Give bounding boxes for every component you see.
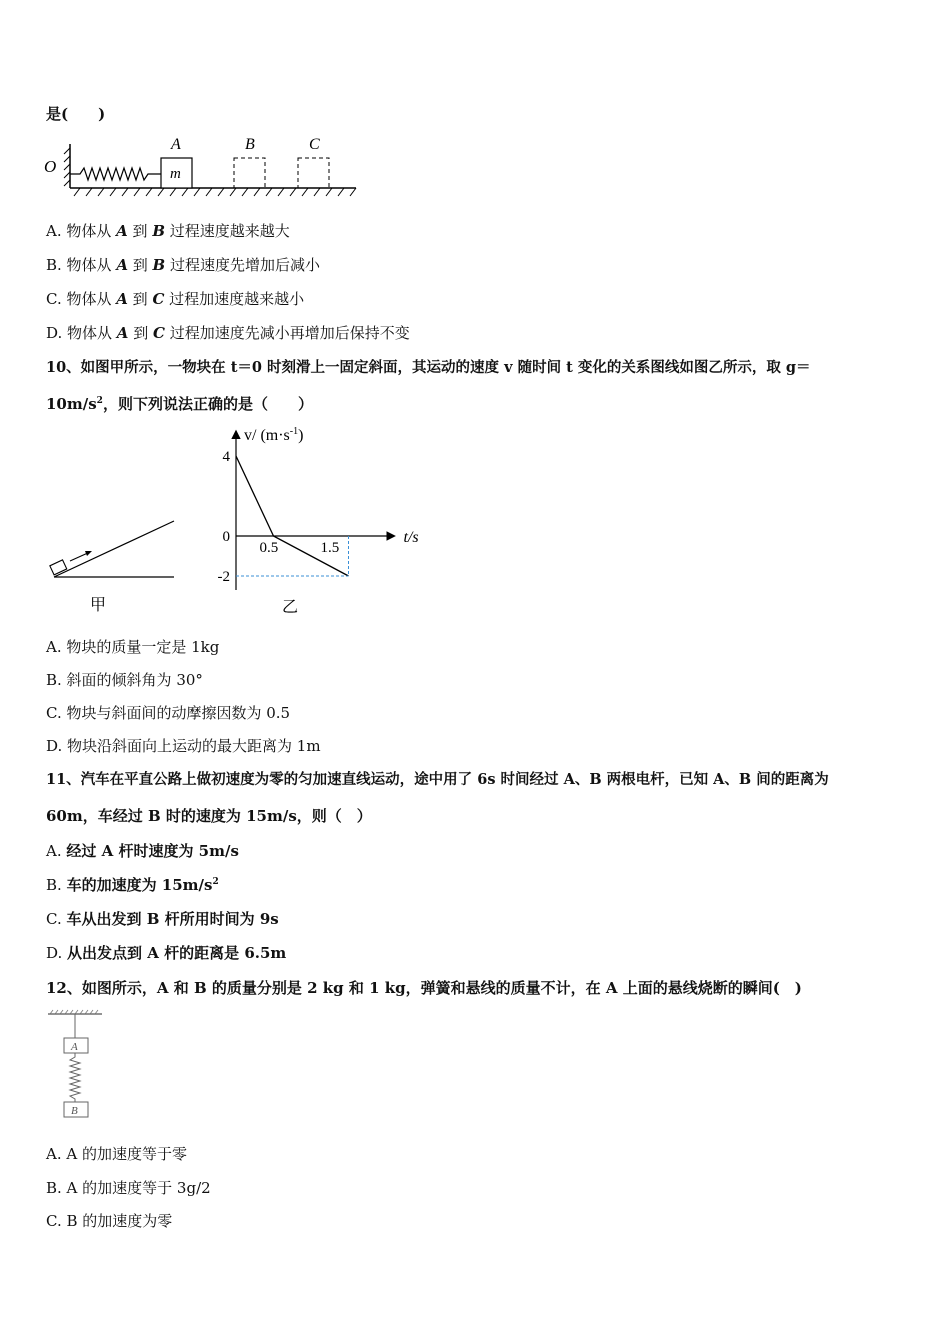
q9-option-b-mid: 到 xyxy=(127,256,153,274)
q9-stem-tail: 是( ) xyxy=(46,105,106,123)
vt-x-tick-0.5: 0.5 xyxy=(259,540,279,556)
q11-option-a-prefix: A. xyxy=(46,842,67,860)
q9-option-d-mid: 到 xyxy=(128,324,153,342)
q11-option-d-prefix: D. xyxy=(46,944,68,962)
q9-option-b-p2: B xyxy=(152,256,166,274)
q9-position-B xyxy=(234,158,265,188)
q9-option-a xyxy=(46,220,290,241)
q9-option-d-suffix: 过程加速度先减小再增加后保持不变 xyxy=(164,324,410,342)
q9-label-O: O xyxy=(44,157,57,176)
q9-option-a-prefix: A. 物体从 xyxy=(46,222,117,240)
q11-stem-line1: 11、汽车在平直公路上做初速度为零的匀加速直线运动，途中用了 6s 时间经过 A、B 两根电杆，已知 A、B 间的距离为 xyxy=(46,771,829,788)
q11-option-b-prefix: B. xyxy=(46,876,67,894)
q11-option-d-text: 从出发点到 A 杆的距离是 6.5m xyxy=(67,944,287,962)
q12-option-c: C. B 的加速度为零 xyxy=(46,1212,173,1230)
q11-option-d xyxy=(46,942,286,963)
q10-stem-unit: 10m/s xyxy=(46,395,97,413)
q9-option-c-p2: C xyxy=(152,290,165,308)
q9-option-d-p2: C xyxy=(152,324,165,342)
q10-stem-line2 xyxy=(46,393,313,414)
q9-option-a-suffix: 过程速度越来越大 xyxy=(165,222,290,240)
q9-option-b xyxy=(46,254,320,275)
q10-stem-line1: 10、如图甲所示，一物块在 t＝0 时刻滑上一固定斜面，其运动的速度 v 随时间 t 变化的关系图线如图乙所示，取 g＝ xyxy=(46,359,811,376)
q11-stem-line2: 60m，车经过 B 时的速度为 15m/s，则（ ） xyxy=(46,807,372,825)
q9-label-B: B xyxy=(245,136,255,153)
q9-label-C: C xyxy=(309,136,320,153)
q9-option-a-mid: 到 xyxy=(127,222,153,240)
q11-option-b xyxy=(46,874,219,895)
q12-option-b: B. A 的加速度等于 3g/2 xyxy=(46,1179,211,1197)
q12-hanging-spring-figure xyxy=(42,1008,112,1123)
q10-stem-rest: ，则下列说法正确的是（ ） xyxy=(102,395,313,413)
q11-option-b-sup: 2 xyxy=(212,877,219,887)
vt-x-label: t/s xyxy=(403,529,419,546)
q9-position-C xyxy=(298,158,329,188)
q12-stem: 12、如图所示，A 和 B 的质量分别是 2 kg 和 1 kg，弹簧和悬线的质量不计，在 A 上面的悬线烧断的瞬间( ) xyxy=(46,979,802,997)
q9-option-a-p1: A xyxy=(116,222,128,240)
vt-series-line xyxy=(236,456,349,576)
vt-y-tick--2: -2 xyxy=(217,569,230,585)
q9-label-m: m xyxy=(170,166,181,182)
q11-option-c xyxy=(46,908,279,929)
q9-option-b-prefix: B. 物体从 xyxy=(46,256,117,274)
q11-option-c-text: 车从出发到 B 杆所用时间为 9s xyxy=(66,910,279,928)
q9-option-b-suffix: 过程速度先增加后减小 xyxy=(165,256,320,274)
q9-spring-block-figure xyxy=(40,132,360,202)
q9-option-d-p1: A xyxy=(116,324,129,342)
q11-option-c-prefix: C. xyxy=(46,910,67,928)
q10-caption-yi: 乙 xyxy=(282,599,299,616)
q9-option-c xyxy=(46,288,304,309)
q10-caption-jia: 甲 xyxy=(90,597,107,614)
q10-stem-sup: 2 xyxy=(96,396,103,406)
vt-y-tick-4: 4 xyxy=(222,449,230,465)
vt-y-tick-0: 0 xyxy=(222,529,230,545)
q9-label-A: A xyxy=(171,136,181,153)
q10-option-c: C. 物块与斜面间的动摩擦因数为 0.5 xyxy=(46,704,291,722)
q12-label-A: A xyxy=(71,1041,78,1053)
q10-option-b: B. 斜面的倾斜角为 30° xyxy=(46,671,203,689)
q11-option-a-text: 经过 A 杆时速度为 5m/s xyxy=(66,842,239,860)
q10-vt-chart xyxy=(210,420,419,616)
q9-option-c-p1: A xyxy=(116,290,128,308)
q10-option-a: A. 物块的质量一定是 1kg xyxy=(46,638,220,656)
q9-option-d-prefix: D. 物体从 xyxy=(46,324,117,342)
q10-incline-arrow-icon xyxy=(85,551,92,556)
q11-option-b-text: 车的加速度为 15m/s xyxy=(66,876,213,894)
q9-option-d xyxy=(46,322,410,343)
q9-spring xyxy=(70,168,161,180)
q12-label-B: B xyxy=(71,1105,78,1117)
q9-option-c-mid: 到 xyxy=(127,290,153,308)
q12-spring xyxy=(70,1053,80,1102)
q10-incline-figure xyxy=(44,515,184,615)
q9-option-c-prefix: C. 物体从 xyxy=(46,290,117,308)
q11-option-a xyxy=(46,840,239,861)
q10-option-d: D. 物块沿斜面向上运动的最大距离为 1m xyxy=(46,737,321,755)
vt-x-tick-1.5: 1.5 xyxy=(320,540,340,556)
q12-option-a: A. A 的加速度等于零 xyxy=(46,1145,187,1163)
q9-option-c-suffix: 过程加速度越来越小 xyxy=(164,290,305,308)
q9-option-a-p2: B xyxy=(152,222,166,240)
vt-y-label: v/ $(m\cdot s^{-1})$ xyxy=(244,426,304,444)
q9-option-b-p1: A xyxy=(116,256,128,274)
